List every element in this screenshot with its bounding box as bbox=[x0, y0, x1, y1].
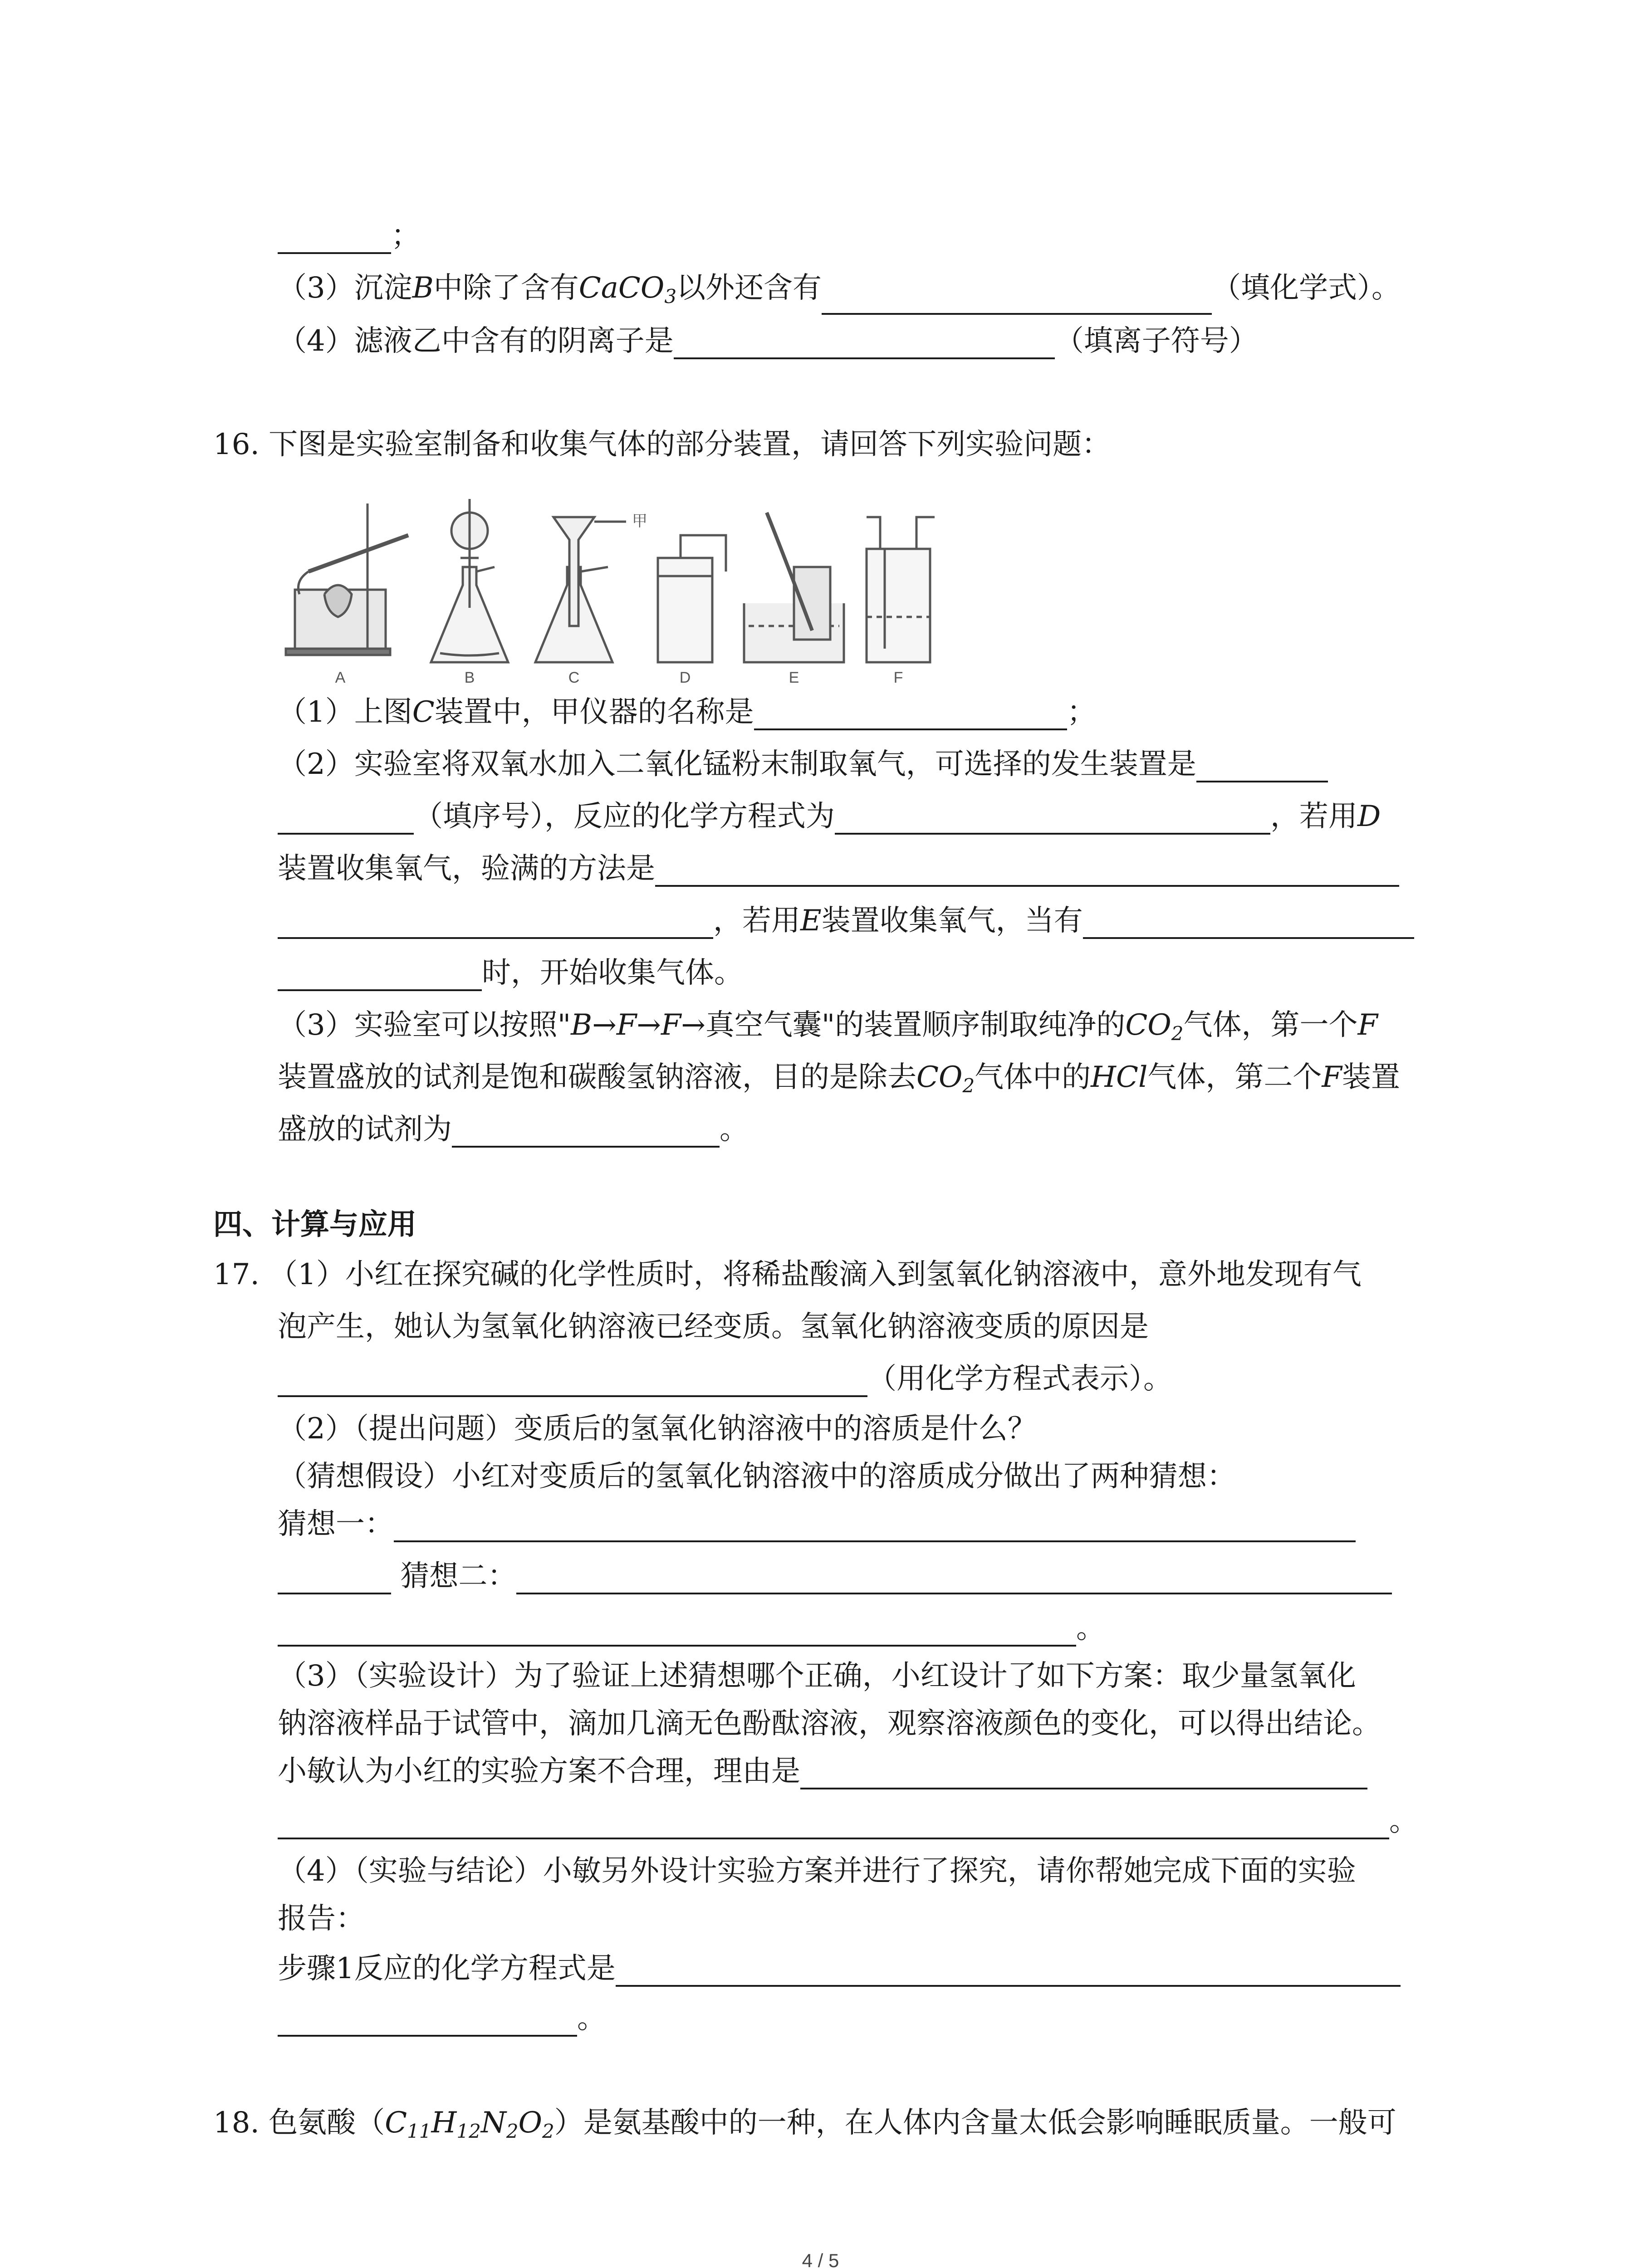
q17-part1-line2: 泡产生，她认为氢氧化钠溶液已经变质。氢氧化钠溶液变质的原因是 bbox=[278, 1310, 1149, 1344]
q17-part4-line1: （4）（实验与结论）小敏另外设计实验方案并进行了探究，请你帮她完成下面的实验 bbox=[278, 1854, 1356, 1888]
q17-part3-line4: 。 bbox=[278, 1803, 1418, 1839]
q16-stem: 16. 下图是实验室制备和收集气体的部分装置，请回答下列实验问题： bbox=[213, 428, 1111, 461]
q17-guess1: 猜想一： bbox=[278, 1506, 1356, 1542]
lab-apparatus-figure bbox=[281, 490, 944, 689]
q16-part2-line3: 装置收集氧气，验满的方法是 bbox=[278, 850, 1399, 887]
q17-part1-line3: （用化学方程式表示）。 bbox=[278, 1361, 1172, 1397]
answer-blank[interactable] bbox=[278, 220, 391, 254]
figure-label-c: C bbox=[568, 669, 580, 686]
figure-label-d: D bbox=[679, 669, 691, 686]
q17-part3-line3: 小敏认为小红的实验方案不合理，理由是 bbox=[278, 1753, 1367, 1789]
page-number: 4 / 5 bbox=[802, 2250, 839, 2268]
answer-blank[interactable] bbox=[278, 800, 414, 835]
q16-part3-line2: 装置盛放的试剂是饱和碳酸氢钠溶液，目的是除去$CO_2$气体中的HCl气体，第二个F装置 bbox=[278, 1061, 1400, 1097]
answer-blank[interactable] bbox=[452, 1113, 720, 1148]
q17-part4-line3: 步骤1反应的化学方程式是 bbox=[278, 1950, 1401, 1987]
q15-part4: （4）滤液乙中含有的阴离子是 （填离子符号） bbox=[278, 323, 1258, 359]
q17-part1-line1: 17. （1）小红在探究碱的化学性质时，将稀盐酸滴入到氢氧化钠溶液中，意外地发现有气 bbox=[213, 1258, 1362, 1291]
answer-blank[interactable] bbox=[278, 1612, 1076, 1647]
q15-continuation: ； bbox=[278, 218, 420, 254]
q17-part2-line2: （猜想假设）小红对变质后的氢氧化钠溶液中的溶质成分做出了两种猜想： bbox=[278, 1460, 1236, 1493]
question-number: 18. bbox=[213, 2106, 260, 2140]
question-number: 16. bbox=[213, 428, 260, 461]
answer-blank[interactable] bbox=[1083, 904, 1414, 939]
answer-blank[interactable] bbox=[822, 280, 1212, 315]
answer-blank[interactable] bbox=[754, 696, 1067, 730]
q17-part4-line4: 。 bbox=[278, 2000, 606, 2037]
answer-blank[interactable] bbox=[835, 800, 1270, 835]
q17-part3-line2: 钠溶液样品于试管中，滴加几滴无色酚酞溶液，观察溶液颜色的变化，可以得出结论。 bbox=[278, 1707, 1381, 1740]
guess1-input[interactable] bbox=[394, 1508, 1356, 1542]
q17-part4-line2: 报告： bbox=[278, 1902, 365, 1936]
q15-part3: （3）沉淀B中除了含有CaCO$_3$以外还含有 （填化学式）。 bbox=[278, 270, 1401, 315]
figure-label-e: E bbox=[789, 669, 799, 686]
answer-blank[interactable] bbox=[800, 1755, 1367, 1789]
q16-part1: （1）上图C装置中，甲仪器的名称是 ； bbox=[278, 694, 1096, 730]
answer-blank[interactable] bbox=[674, 325, 1055, 359]
answer-blank[interactable] bbox=[655, 852, 1399, 887]
answer-blank[interactable] bbox=[278, 957, 482, 991]
q16-part2-line2: （填序号），反应的化学方程式为 ，若用D bbox=[278, 798, 1381, 835]
q16-part2-line5: 时，开始收集气体。 bbox=[278, 955, 743, 991]
q16-part3-line3: 盛放的试剂为 。 bbox=[278, 1111, 749, 1148]
q16-part2-line1: （2）实验室将双氧水加入二氧化锰粉末制取氧气，可选择的发生装置是 bbox=[278, 746, 1328, 782]
question-number: 17. bbox=[213, 1258, 260, 1291]
figure-label-b: B bbox=[464, 669, 475, 686]
answer-blank[interactable] bbox=[278, 2002, 577, 2037]
q17-part2-line1: （2）（提出问题）变质后的氢氧化钠溶液中的溶质是什么？ bbox=[278, 1412, 1037, 1446]
figure-label-f: F bbox=[893, 669, 903, 686]
answer-blank[interactable] bbox=[278, 1560, 391, 1594]
answer-blank[interactable] bbox=[278, 1805, 1389, 1839]
figure-label-jia: 甲 bbox=[632, 513, 647, 530]
q17-guess2-cont: 。 bbox=[278, 1610, 1105, 1647]
q17-part3-line1: （3）（实验设计）为了验证上述猜想哪个正确，小红设计了如下方案：取少量氢氧化 bbox=[278, 1659, 1356, 1693]
answer-blank[interactable] bbox=[278, 1363, 867, 1397]
q18-stem: 18. 色氨酸$(C_{11}H_{12}N_2O_2)$是氨基酸中的一种，在人体内含量太低会影响睡眠质量。一般可 bbox=[213, 2106, 1396, 2142]
guess2-input[interactable] bbox=[516, 1560, 1392, 1594]
figure-label-a: A bbox=[335, 669, 346, 686]
answer-blank[interactable] bbox=[278, 904, 713, 939]
q16-part2-line4: ，若用E装置收集氧气，当有 bbox=[278, 903, 1414, 939]
q16-part3-line1: （3）实验室可以按照"B→F→F→真空气囊"的装置顺序制取纯净的$CO_2$气体，第一个F bbox=[278, 1008, 1378, 1045]
section-heading: 四、计算与应用 bbox=[213, 1208, 416, 1242]
answer-blank[interactable] bbox=[1196, 748, 1328, 782]
q17-guess2: 猜想二： bbox=[278, 1558, 1392, 1594]
answer-blank[interactable] bbox=[616, 1952, 1401, 1987]
